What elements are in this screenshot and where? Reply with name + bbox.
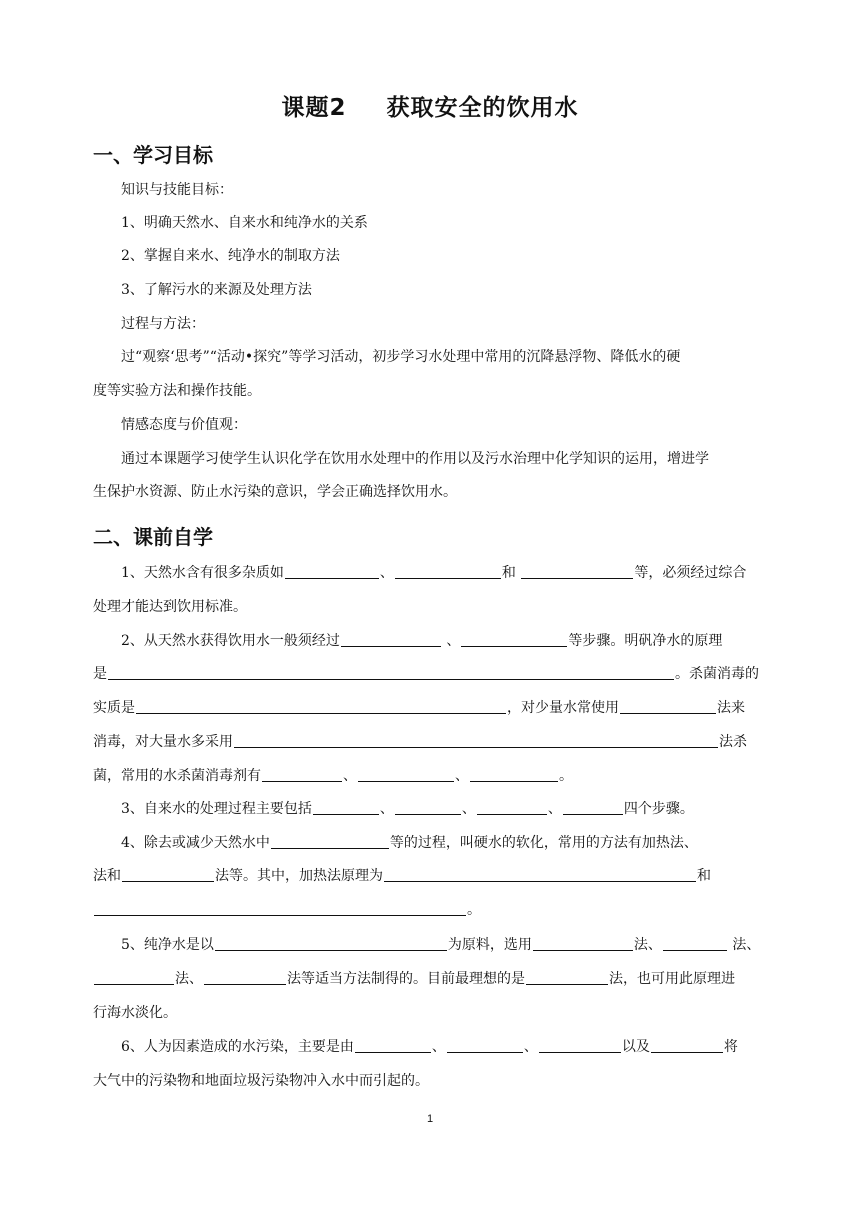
question-1-line-2: 处理才能达到饮用标准。 — [93, 599, 247, 615]
fill-blank[interactable] — [94, 970, 174, 985]
fill-blank[interactable] — [663, 936, 727, 951]
fill-blank[interactable] — [395, 800, 461, 815]
fill-blank[interactable] — [620, 699, 716, 714]
fill-blank[interactable] — [313, 800, 379, 815]
knowledge-label: 知识与技能目标： — [121, 182, 233, 198]
question-4-line-2: 法和 法等。其中，加热法原理为 和 — [93, 868, 711, 884]
question-2-line-4: 消毒，对大量水多采用 法杀 — [93, 734, 747, 750]
fill-blank[interactable] — [563, 800, 623, 815]
question-5-line-2: 法、 法等适当方法制得的。目前最理想的是 法，也可用此原理进 — [93, 969, 768, 989]
question-5-line-3: 行海水淡化。 — [93, 1005, 177, 1021]
fill-blank[interactable] — [526, 970, 608, 985]
knowledge-item-2: 2、掌握自来水、纯净水的制取方法 — [121, 248, 340, 264]
fill-blank[interactable] — [94, 901, 466, 916]
section-heading-goals: 一、学习目标 — [93, 143, 213, 167]
fill-blank[interactable] — [539, 1038, 621, 1053]
fill-blank[interactable] — [355, 1038, 431, 1053]
fill-blank[interactable] — [262, 767, 342, 782]
process-text-line-2: 度等实验方法和操作技能。 — [93, 383, 261, 399]
question-2-line-3: 实质是 ，对少量水常使用 法来 — [93, 700, 745, 716]
question-3-line-1: 3、自来水的处理过程主要包括 、 、 、 四个步骤。 — [121, 801, 694, 817]
fill-blank[interactable] — [271, 834, 389, 849]
emotion-label: 情感态度与价值观： — [121, 417, 247, 433]
emotion-text-line-2: 生保护水资源、防止水污染的意识，学会正确选择饮用水。 — [93, 484, 457, 500]
fill-blank[interactable] — [461, 632, 567, 647]
question-5-line-1: 5、纯净水是以 为原料，选用 法、 法、 — [121, 937, 761, 953]
fill-blank[interactable] — [470, 767, 558, 782]
question-6-line-2: 大气中的污染物和地面垃圾污染物冲入水中而引起的。 — [93, 1073, 429, 1089]
fill-blank[interactable] — [521, 564, 633, 579]
process-label: 过程与方法： — [121, 316, 205, 332]
question-2-line-2: 是 。杀菌消毒的 — [93, 666, 759, 682]
page-title — [0, 89, 860, 122]
fill-blank[interactable] — [447, 1038, 523, 1053]
page-number: 1 — [426, 1113, 434, 1125]
fill-blank[interactable] — [477, 800, 547, 815]
question-4-line-1: 4、除去或减少天然水中 等的过程，叫硬水的软化，常用的方法有加热法、 — [121, 835, 698, 851]
fill-blank[interactable] — [234, 733, 718, 748]
question-2-line-5: 菌，常用的水杀菌消毒剂有 、 、 。 — [93, 768, 573, 784]
knowledge-item-1: 1、明确天然水、自来水和纯净水的关系 — [121, 215, 368, 231]
fill-blank[interactable] — [384, 867, 696, 882]
fill-blank[interactable] — [533, 936, 633, 951]
fill-blank[interactable] — [358, 767, 454, 782]
fill-blank[interactable] — [285, 564, 379, 579]
fill-blank[interactable] — [108, 665, 674, 680]
title-topic: 获取安全的饮用水 — [386, 95, 579, 121]
section-heading-self-study: 二、课前自学 — [93, 525, 213, 549]
knowledge-item-3: 3、了解污水的来源及处理方法 — [121, 282, 312, 298]
emotion-text-line-1: 通过本课题学习使学生认识化学在饮用水处理中的作用以及污水治理中化学知识的运用，增进学 — [121, 451, 709, 467]
fill-blank[interactable] — [136, 699, 506, 714]
question-1-line-1: 1、天然水含有很多杂质如 、 和 等，必须经过综合 — [121, 565, 747, 581]
fill-blank[interactable] — [395, 564, 501, 579]
process-text-line-1: 过“观察‘思考”“活动•探究”等学习活动，初步学习水处理中常用的沉降悬浮物、降低水的硬 — [121, 349, 681, 365]
fill-blank[interactable] — [204, 970, 286, 985]
question-6-line-1: 6、人为因素造成的水污染，主要是由 、 、 以及 将 — [121, 1039, 738, 1055]
fill-blank[interactable] — [651, 1038, 723, 1053]
question-2-line-1: 2、从天然水获得饮用水一般须经过 、 等步骤。明矾净水的原理 — [121, 633, 723, 649]
fill-blank[interactable] — [341, 632, 441, 647]
question-4-line-3: 。 — [93, 900, 768, 920]
fill-blank[interactable] — [122, 867, 214, 882]
fill-blank[interactable] — [215, 936, 447, 951]
title-lesson-number: 课题2 — [281, 95, 347, 121]
